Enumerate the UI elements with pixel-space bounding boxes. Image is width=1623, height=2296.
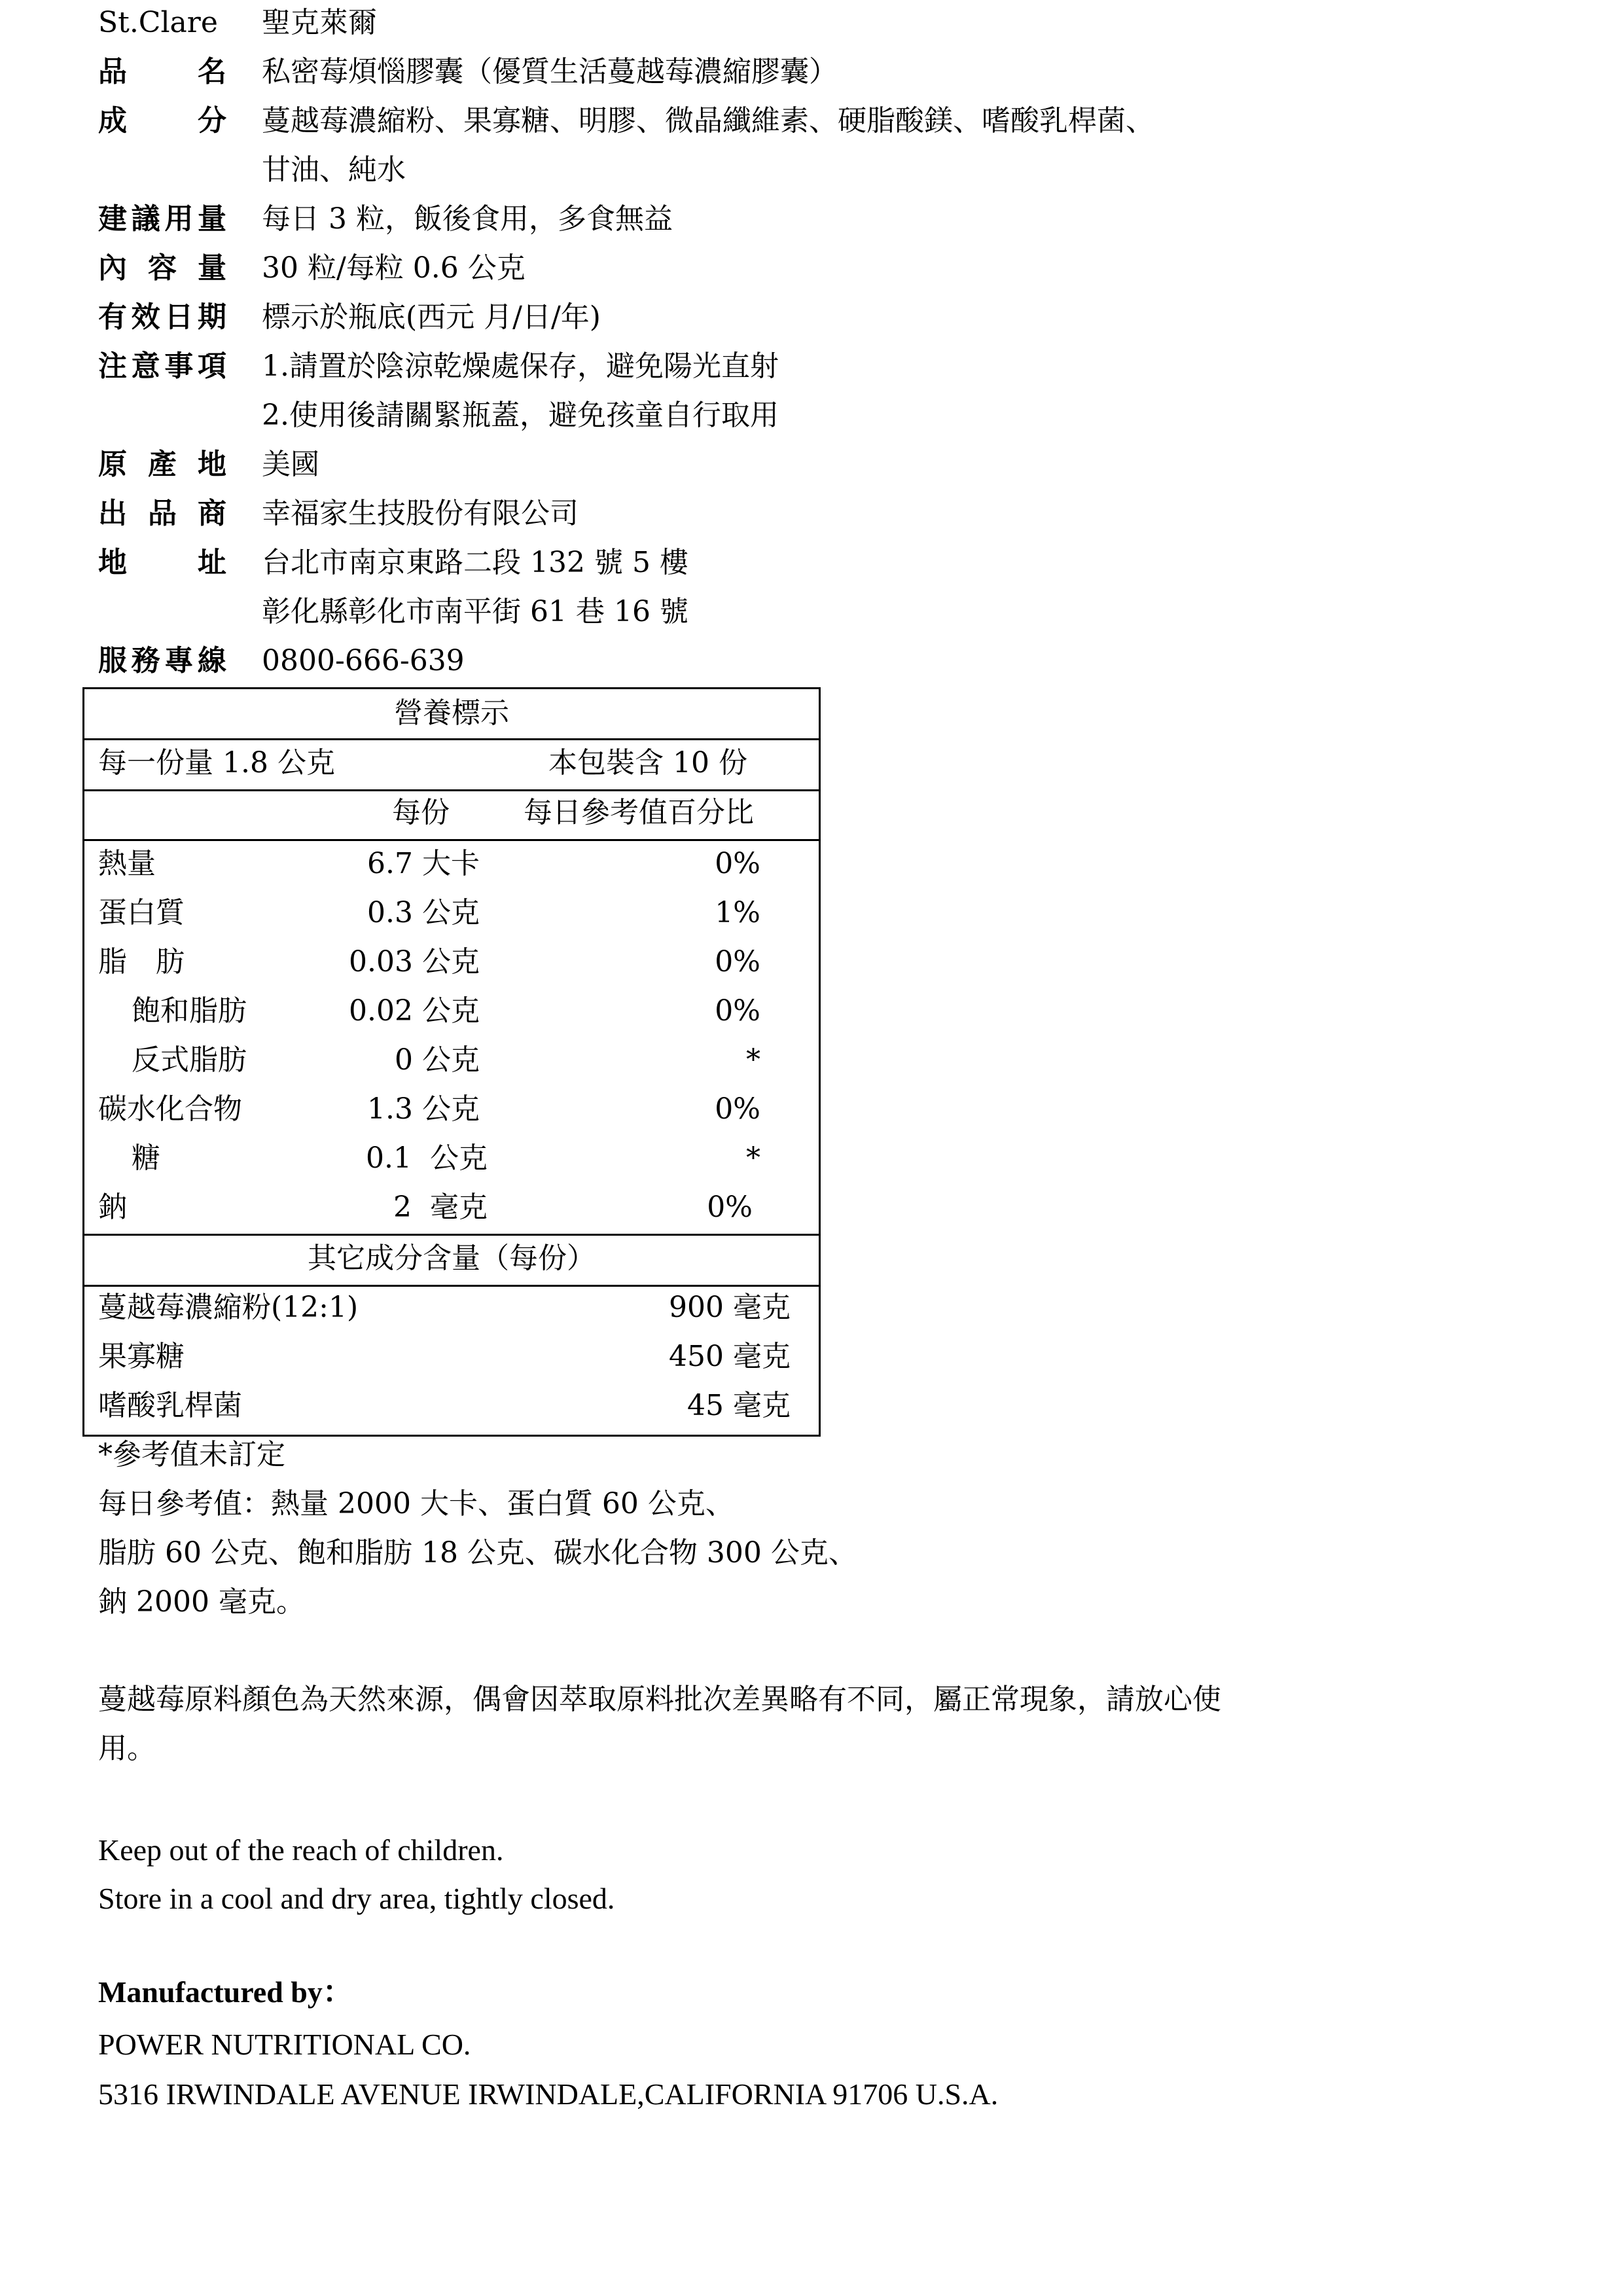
manufacturer-address: 5316 IRWINDALE AVENUE IRWINDALE,CALIFORNIA 91706 U.S.A. (98, 2077, 999, 2111)
servings-per-pack: 本包裝含 10 份 (548, 746, 747, 780)
expiry: 標示於瓶底(西元 月/日/年) (262, 300, 601, 334)
nutrient-name: 糖 (132, 1141, 160, 1175)
serving-size: 每一份量 1.8 公克 (98, 746, 335, 780)
nutrient-amount: 1.3 公克 (367, 1092, 480, 1126)
nutrient-amount: 0.1 公克 (366, 1141, 488, 1175)
nutrient-name: 熱量 (98, 847, 156, 880)
label-origin: 原產地 (98, 448, 226, 481)
nutrient-dv: 0% (715, 847, 760, 880)
nutrition-title: 營養標示 (394, 696, 509, 730)
label-contents: 內容量 (98, 251, 226, 285)
nutrient-name: 飽和脂肪 (132, 994, 247, 1028)
table-divider (82, 738, 821, 740)
nutrient-dv: 1% (715, 896, 760, 929)
table-border (819, 688, 821, 1436)
label-cautions: 注意事項 (98, 350, 226, 383)
origin: 美國 (262, 448, 319, 481)
label-dosage: 建議用量 (98, 202, 226, 236)
table-divider (82, 1234, 821, 1236)
label-ingredients: 成分 (98, 104, 226, 137)
col-daily-value: 每日參考值百分比 (524, 796, 754, 829)
table-border (82, 687, 821, 689)
contents: 30 粒/每粒 0.6 公克 (262, 251, 526, 285)
hotline: 0800-666-639 (262, 644, 465, 677)
nutrient-amount: 0.02 公克 (349, 994, 480, 1028)
label-hotline: 服務專線 (98, 644, 226, 677)
table-divider (82, 1285, 821, 1287)
nutrient-name: 反式脂肪 (132, 1043, 247, 1077)
table-border (82, 688, 84, 1436)
brand-en: St.Clare (98, 6, 218, 39)
other-amount: 450 毫克 (669, 1340, 791, 1373)
col-per-serving: 每份 (392, 796, 450, 829)
daily-value-note: 脂肪 60 公克、飽和脂肪 18 公克、碳水化合物 300 公克、 (98, 1536, 857, 1570)
manufacturer-label: Manufactured by： (98, 1975, 353, 2009)
color-note: 用。 (98, 1732, 156, 1765)
nutrient-name: 脂 肪 (98, 945, 185, 978)
color-note: 蔓越莓原料顏色為天然來源，偶會因萃取原料批次差異略有不同，屬正常現象，請放心使 (98, 1683, 1221, 1716)
dosage: 每日 3 粒，飯後食用，多食無益 (262, 202, 673, 236)
other-ingredients-title: 其它成分含量（每份） (308, 1242, 596, 1275)
nutrient-dv: 0% (715, 945, 760, 978)
distributor: 幸福家生技股份有限公司 (262, 497, 579, 530)
other-name: 蔓越莓濃縮粉(12:1) (98, 1291, 359, 1324)
label-product-name: 品名 (98, 55, 226, 88)
label-expiry: 有效日期 (98, 300, 226, 334)
footnote: *參考值未訂定 (98, 1438, 285, 1471)
caution-1: 1.請置於陰涼乾燥處保存，避免陽光直射 (262, 350, 779, 383)
brand-zh: 聖克萊爾 (262, 6, 377, 39)
nutrient-dv: 0% (715, 994, 760, 1028)
label-address: 地址 (98, 546, 226, 579)
daily-value-note: 每日參考值：熱量 2000 大卡、蛋白質 60 公克、 (98, 1487, 734, 1520)
warning-children: Keep out of the reach of children. (98, 1833, 504, 1867)
nutrient-amount: 0 公克 (395, 1043, 480, 1077)
nutrient-amount: 2 毫克 (393, 1191, 488, 1224)
manufacturer-name: POWER NUTRITIONAL CO. (98, 2028, 471, 2061)
label-distributor: 出品商 (98, 497, 226, 530)
other-amount: 900 毫克 (669, 1291, 791, 1324)
storage-instructions: Store in a cool and dry area, tightly closed. (98, 1882, 615, 1915)
daily-value-note: 鈉 2000 毫克。 (98, 1585, 305, 1619)
table-divider (82, 789, 821, 791)
nutrient-name: 蛋白質 (98, 896, 185, 929)
ingredients: 蔓越莓濃縮粉、果寡糖、明膠、微晶纖維素、硬脂酸鎂、嗜酸乳桿菌、 (262, 104, 1154, 137)
ingredients-cont: 甘油、純水 (262, 153, 406, 187)
nutrient-dv: * (746, 1141, 760, 1175)
other-name: 嗜酸乳桿菌 (98, 1389, 242, 1422)
nutrient-name: 碳水化合物 (98, 1092, 242, 1126)
address-1: 台北市南京東路二段 132 號 5 樓 (262, 546, 688, 579)
caution-2: 2.使用後請關緊瓶蓋，避免孩童自行取用 (262, 399, 779, 432)
nutrient-amount: 0.03 公克 (349, 945, 480, 978)
nutrient-dv: 0% (707, 1191, 753, 1224)
nutrient-name: 鈉 (98, 1191, 127, 1224)
nutrient-amount: 0.3 公克 (367, 896, 480, 929)
other-amount: 45 毫克 (687, 1389, 791, 1422)
product-name: 私密莓煩惱膠囊（優質生活蔓越莓濃縮膠囊） (262, 55, 838, 88)
nutrient-dv: 0% (715, 1092, 760, 1126)
table-divider (82, 839, 821, 841)
nutrient-dv: * (746, 1043, 760, 1077)
address-2: 彰化縣彰化市南平街 61 巷 16 號 (262, 595, 688, 628)
nutrient-amount: 6.7 大卡 (367, 847, 480, 880)
other-name: 果寡糖 (98, 1340, 185, 1373)
